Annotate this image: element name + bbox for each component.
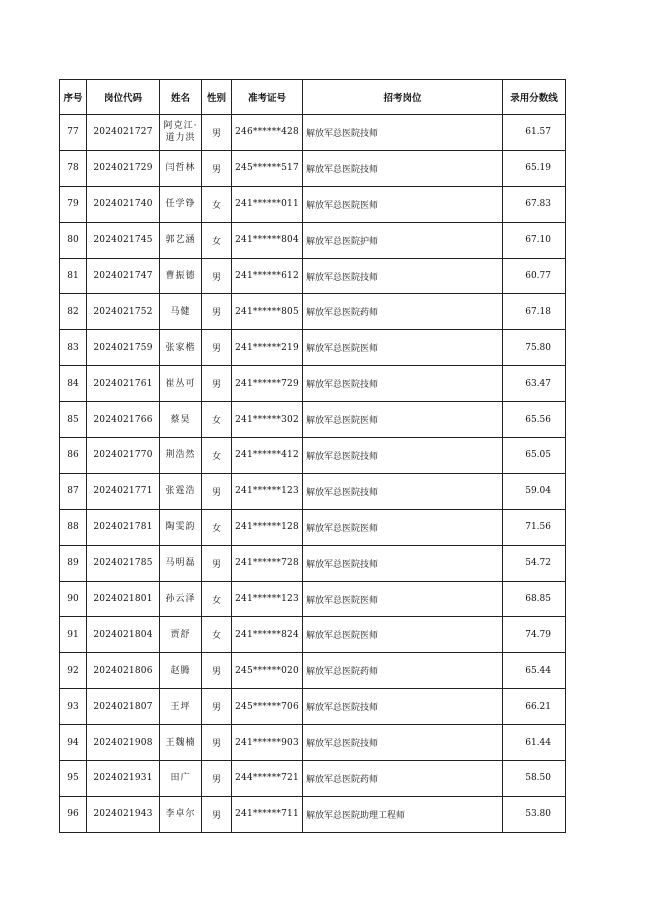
score-cell: 74.79 [503,617,566,653]
score-cell: 61.57 [503,115,566,151]
seq-cell: 78 [60,150,87,186]
exam-id-cell: 244******721 [232,761,303,797]
seq-cell: 89 [60,545,87,581]
seq-cell: 86 [60,438,87,474]
name-cell: 郭艺涵 [160,222,202,258]
seq-cell: 79 [60,186,87,222]
table-row [60,761,566,797]
name-cell: 马健 [160,294,202,330]
gender-cell: 男 [202,294,232,330]
table-row [60,617,566,653]
exam-id-cell: 241******729 [232,366,303,402]
exam-id-cell: 241******711 [232,796,303,832]
name-cell: 曹振德 [160,258,202,294]
score-cell: 65.44 [503,653,566,689]
seq-cell: 88 [60,509,87,545]
name-cell: 陶雯韵 [160,509,202,545]
score-cell: 65.05 [503,438,566,474]
name-cell: 李卓尔 [160,796,202,832]
post-code-cell: 2024021804 [87,617,160,653]
exam-id-cell: 241******128 [232,509,303,545]
exam-id-cell: 245******517 [232,150,303,186]
post-code-cell: 2024021806 [87,653,160,689]
gender-cell: 男 [202,115,232,151]
post-code-cell: 2024021747 [87,258,160,294]
gender-cell: 男 [202,330,232,366]
name-cell: 田广 [160,761,202,797]
header-seq: 序号 [60,80,87,115]
table-row [60,725,566,761]
score-cell: 67.10 [503,222,566,258]
seq-cell: 91 [60,617,87,653]
table-row [60,222,566,258]
score-cell: 59.04 [503,473,566,509]
seq-cell: 95 [60,761,87,797]
name-cell: 崔丛可 [160,366,202,402]
gender-cell: 女 [202,509,232,545]
post-code-cell: 2024021729 [87,150,160,186]
position-cell: 解放军总医院助理工程师 [303,796,503,832]
seq-cell: 85 [60,402,87,438]
name-cell: 王魏楠 [160,725,202,761]
score-cell: 60.77 [503,258,566,294]
gender-cell: 女 [202,186,232,222]
table-row [60,366,566,402]
exam-id-cell: 241******804 [232,222,303,258]
gender-cell: 女 [202,617,232,653]
name-cell: 荆浩然 [160,438,202,474]
post-code-cell: 2024021766 [87,402,160,438]
exam-id-cell: 241******123 [232,581,303,617]
position-cell: 解放军总医院医师 [303,509,503,545]
gender-cell: 女 [202,402,232,438]
table-row [60,186,566,222]
score-cell: 71.56 [503,509,566,545]
score-cell: 63.47 [503,366,566,402]
exam-id-cell: 241******219 [232,330,303,366]
name-cell: 任学铮 [160,186,202,222]
score-cell: 58.50 [503,761,566,797]
post-code-cell: 2024021801 [87,581,160,617]
name-cell: 孙云泽 [160,581,202,617]
seq-cell: 77 [60,115,87,151]
score-cell: 68.85 [503,581,566,617]
position-cell: 解放军总医院医师 [303,581,503,617]
score-cell: 75.80 [503,330,566,366]
gender-cell: 男 [202,796,232,832]
seq-cell: 94 [60,725,87,761]
post-code-cell: 2024021770 [87,438,160,474]
position-cell: 解放军总医院技师 [303,725,503,761]
position-cell: 解放军总医院技师 [303,150,503,186]
name-cell: 阿克江·道力洪 [160,115,202,151]
post-code-cell: 2024021745 [87,222,160,258]
gender-cell: 男 [202,473,232,509]
exam-id-cell: 241******824 [232,617,303,653]
table-row [60,653,566,689]
exam-id-cell: 245******020 [232,653,303,689]
admission-score-table [59,79,566,833]
gender-cell: 女 [202,581,232,617]
score-cell: 65.19 [503,150,566,186]
table-row [60,509,566,545]
header-score: 录用分数线 [503,80,566,115]
score-cell: 54.72 [503,545,566,581]
table-row [60,258,566,294]
exam-id-cell: 241******412 [232,438,303,474]
name-cell: 王坪 [160,689,202,725]
position-cell: 解放军总医院护师 [303,222,503,258]
name-cell: 张家楷 [160,330,202,366]
gender-cell: 男 [202,653,232,689]
exam-id-cell: 241******805 [232,294,303,330]
position-cell: 解放军总医院技师 [303,473,503,509]
header-row [60,80,566,115]
position-cell: 解放军总医院药师 [303,761,503,797]
table-row [60,796,566,832]
position-cell: 解放军总医院技师 [303,689,503,725]
seq-cell: 92 [60,653,87,689]
post-code-cell: 2024021727 [87,115,160,151]
score-cell: 65.56 [503,402,566,438]
exam-id-cell: 241******612 [232,258,303,294]
seq-cell: 81 [60,258,87,294]
gender-cell: 男 [202,689,232,725]
seq-cell: 84 [60,366,87,402]
exam-id-cell: 241******302 [232,402,303,438]
exam-id-cell: 241******903 [232,725,303,761]
seq-cell: 96 [60,796,87,832]
position-cell: 解放军总医院药师 [303,294,503,330]
seq-cell: 90 [60,581,87,617]
position-cell: 解放军总医院技师 [303,258,503,294]
table-row [60,473,566,509]
gender-cell: 男 [202,545,232,581]
position-cell: 解放军总医院医师 [303,402,503,438]
name-cell: 贾舒 [160,617,202,653]
post-code-cell: 2024021740 [87,186,160,222]
exam-id-cell: 241******011 [232,186,303,222]
table-row [60,581,566,617]
exam-id-cell: 241******728 [232,545,303,581]
gender-cell: 男 [202,258,232,294]
table-row [60,330,566,366]
name-cell: 赵腾 [160,653,202,689]
table-row [60,294,566,330]
gender-cell: 男 [202,725,232,761]
post-code-cell: 2024021931 [87,761,160,797]
header-post-code: 岗位代码 [87,80,160,115]
exam-id-cell: 245******706 [232,689,303,725]
score-cell: 67.83 [503,186,566,222]
table-row [60,438,566,474]
post-code-cell: 2024021785 [87,545,160,581]
post-code-cell: 2024021752 [87,294,160,330]
gender-cell: 男 [202,150,232,186]
gender-cell: 女 [202,438,232,474]
header-exam-id: 准考证号 [232,80,303,115]
header-name: 姓名 [160,80,202,115]
table-row [60,402,566,438]
post-code-cell: 2024021771 [87,473,160,509]
table-body [60,115,566,833]
name-cell: 张霆浩 [160,473,202,509]
table-row [60,545,566,581]
position-cell: 解放军总医院医师 [303,617,503,653]
post-code-cell: 2024021781 [87,509,160,545]
position-cell: 解放军总医院技师 [303,545,503,581]
exam-id-cell: 246******428 [232,115,303,151]
seq-cell: 82 [60,294,87,330]
name-cell: 闫哲林 [160,150,202,186]
header-position: 招考岗位 [303,80,503,115]
table-row [60,689,566,725]
gender-cell: 女 [202,222,232,258]
table-row [60,150,566,186]
post-code-cell: 2024021908 [87,725,160,761]
position-cell: 解放军总医院药师 [303,653,503,689]
seq-cell: 80 [60,222,87,258]
post-code-cell: 2024021759 [87,330,160,366]
header-gender: 性别 [202,80,232,115]
position-cell: 解放军总医院技师 [303,438,503,474]
post-code-cell: 2024021807 [87,689,160,725]
position-cell: 解放军总医院技师 [303,115,503,151]
score-cell: 53.80 [503,796,566,832]
gender-cell: 男 [202,761,232,797]
score-cell: 61.44 [503,725,566,761]
post-code-cell: 2024021943 [87,796,160,832]
gender-cell: 男 [202,366,232,402]
seq-cell: 93 [60,689,87,725]
exam-id-cell: 241******123 [232,473,303,509]
position-cell: 解放军总医院医师 [303,330,503,366]
post-code-cell: 2024021761 [87,366,160,402]
position-cell: 解放军总医院技师 [303,366,503,402]
score-cell: 67.18 [503,294,566,330]
score-cell: 66.21 [503,689,566,725]
position-cell: 解放军总医院医师 [303,186,503,222]
table-row [60,115,566,151]
name-cell: 蔡昊 [160,402,202,438]
seq-cell: 83 [60,330,87,366]
name-cell: 马明磊 [160,545,202,581]
seq-cell: 87 [60,473,87,509]
